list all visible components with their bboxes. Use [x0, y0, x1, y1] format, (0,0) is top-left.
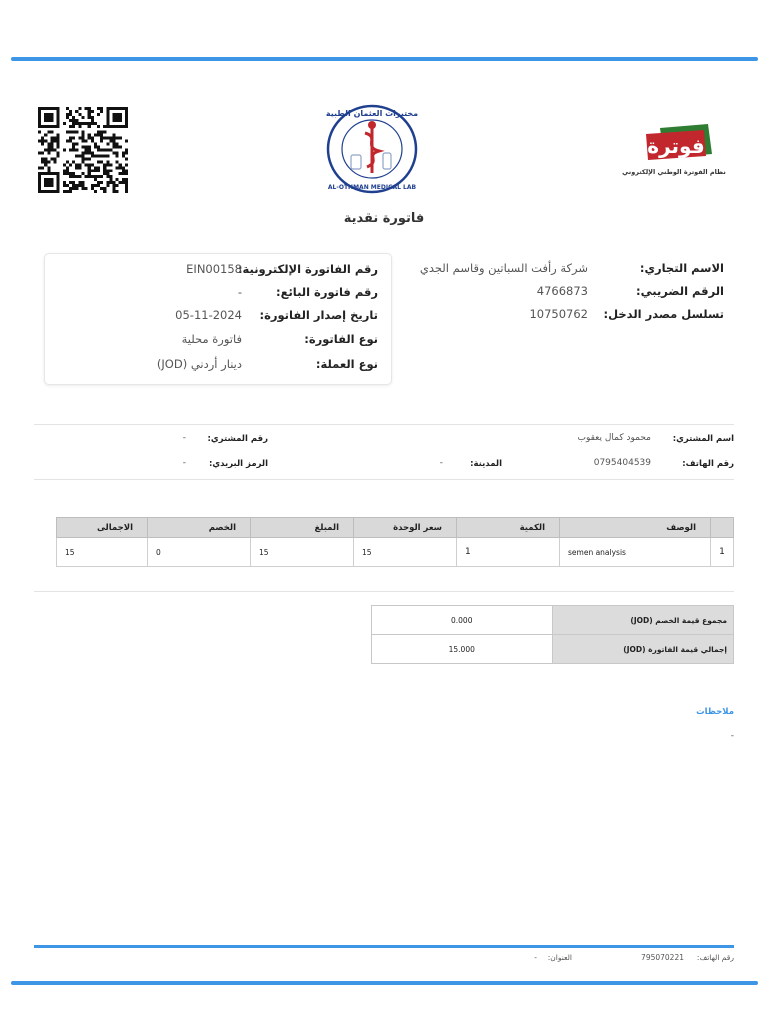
seller-invoice-number-value: -	[237, 285, 242, 299]
issue-date-label: تاريخ إصدار الفاتورة:	[259, 308, 378, 322]
items-table	[56, 517, 734, 567]
divider	[34, 591, 734, 592]
tax-number-value: 4766873	[536, 284, 588, 298]
city-value: -	[439, 458, 443, 468]
einvoice-number-value: EIN00158	[186, 262, 242, 276]
table-header: الكمية	[457, 518, 560, 538]
table-header-row	[57, 518, 734, 538]
seller-invoice-number-label: رقم فاتورة البائع:	[275, 285, 378, 299]
table-header: الاجمالى	[57, 518, 148, 538]
table-header	[711, 518, 734, 538]
table-cell: 1	[711, 538, 734, 567]
buyer-number-value: -	[182, 433, 186, 443]
postal-code-label: الرمز البريدي:	[208, 459, 268, 469]
currency-label: نوع العملة:	[315, 357, 378, 371]
table-cell: 0	[148, 538, 251, 567]
invoice-title: فاتورة نقدية	[343, 211, 425, 226]
table-cell: 15	[251, 538, 354, 567]
table-cell: semen analysis	[560, 538, 711, 567]
trade-name-label: الاسم التجاري:	[639, 261, 724, 275]
table-header: سعر الوحدة	[354, 518, 457, 538]
tax-number-label: الرقم الضريبي:	[636, 284, 724, 298]
footer-address-value: -	[534, 953, 537, 962]
trade-name-value: شركة رأفت السباتين وقاسم الجدي	[419, 261, 588, 275]
discount-total-value: 0.000	[372, 606, 553, 635]
einvoice-number-label: رقم الفاتورة الإلكترونية:	[237, 262, 378, 276]
totals-table	[371, 605, 734, 664]
footer-phone-label: رقم الهاتف:	[696, 953, 734, 962]
bottom-accent-bar	[11, 981, 758, 985]
lab-logo	[325, 103, 419, 195]
buyer-name-value: محمود كمال يعقوب	[577, 433, 651, 443]
fawtara-logo-text: فوترة	[647, 134, 705, 158]
invoice-total-label: إجمالي قيمة الفاتورة (JOD)	[552, 635, 734, 664]
phone-value: 0795404539	[593, 458, 651, 468]
fawtara-logo-subtext: نظام الفوترة الوطني الإلكتروني	[622, 168, 726, 176]
invoice-type-value: فاتورة محلية	[181, 332, 242, 346]
footer-address-label: العنوان:	[547, 953, 572, 962]
income-source-value: 10750762	[529, 307, 588, 321]
qr-code-icon	[38, 107, 128, 193]
top-accent-bar	[11, 57, 758, 61]
footer-accent-bar	[34, 945, 734, 948]
totals-row	[372, 635, 734, 664]
lab-logo-english: AL-OTHMAN MEDICAL LAB	[327, 184, 417, 191]
footer-phone-value: 795070221	[641, 953, 684, 962]
table-header: الخصم	[148, 518, 251, 538]
postal-code-value: -	[182, 458, 186, 468]
table-cell: 15	[354, 538, 457, 567]
invoice-type-label: نوع الفاتورة:	[304, 332, 378, 346]
lab-logo-arabic: مختبرات العثمان الطبية	[325, 109, 419, 118]
income-source-label: تسلسل مصدر الدخل:	[603, 307, 724, 321]
currency-value: دينار أردني (JOD)	[156, 357, 242, 371]
table-header: المبلغ	[251, 518, 354, 538]
table-row	[57, 538, 734, 567]
notes-value: -	[730, 731, 734, 741]
discount-total-label: مجموع قيمة الخصم (JOD)	[552, 606, 734, 635]
phone-label: رقم الهاتف:	[682, 459, 734, 469]
invoice-total-value: 15.000	[372, 635, 553, 664]
buyer-number-label: رقم المشتري:	[207, 434, 268, 444]
table-cell: 15	[57, 538, 148, 567]
divider	[34, 424, 734, 425]
fawtara-logo	[622, 120, 726, 180]
buyer-name-label: اسم المشتري:	[672, 434, 734, 444]
notes-title: ملاحظات	[696, 707, 734, 717]
table-cell: 1	[457, 538, 560, 567]
issue-date-value: 05-11-2024	[175, 308, 242, 322]
table-header: الوصف	[560, 518, 711, 538]
totals-row	[372, 606, 734, 635]
divider	[34, 479, 734, 480]
city-label: المدينة:	[470, 459, 502, 469]
